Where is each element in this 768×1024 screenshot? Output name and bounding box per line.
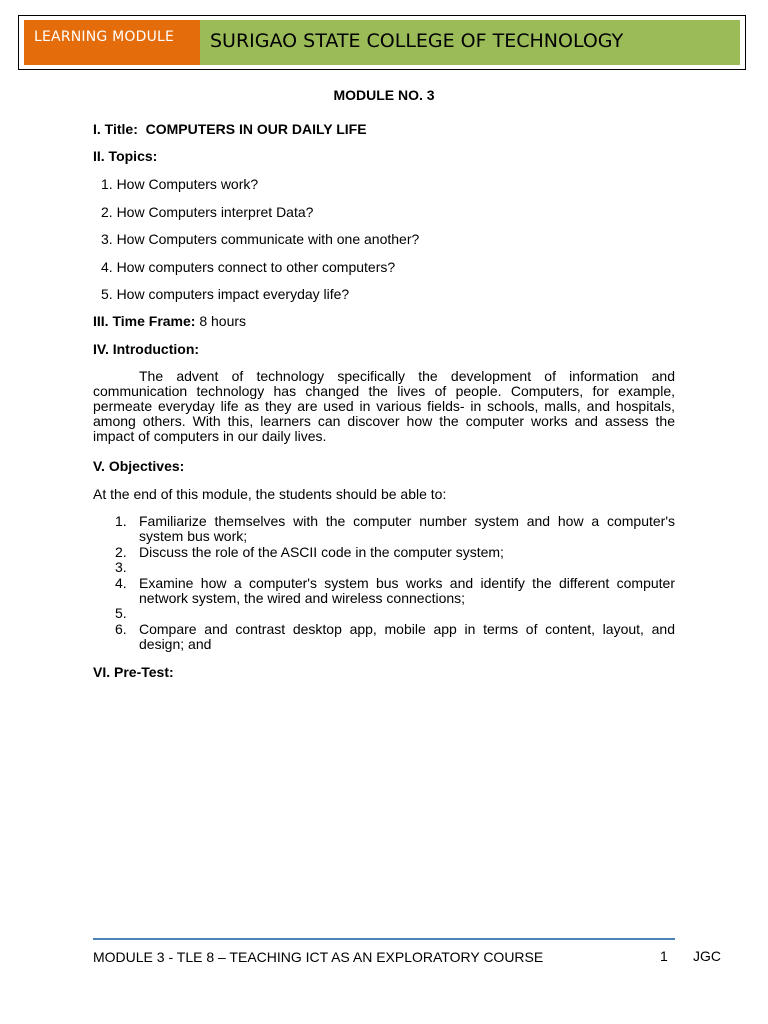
- module-number-heading: MODULE NO. 3: [333, 87, 435, 103]
- topic-item: 4. How computers connect to other computers?: [101, 259, 396, 275]
- objective-text: Compare and contrast desktop app, mobile app in terms of content, layout, and design; and: [139, 621, 675, 652]
- footer-page-number: 1: [660, 948, 668, 964]
- objective-number: 4.: [115, 575, 127, 591]
- objectives-lead: At the end of this module, the students should be able to:: [93, 486, 447, 502]
- time-frame-label: III. Time Frame:: [93, 313, 196, 329]
- objective-number: 5.: [115, 605, 127, 621]
- objective-number: 6.: [115, 621, 127, 637]
- topic-item: 5. How computers impact everyday life?: [101, 286, 350, 302]
- time-frame-value: 8 hours: [199, 313, 247, 329]
- objective-number: 1.: [115, 513, 127, 529]
- header-banner-inner: [24, 20, 740, 65]
- topic-item: 2. How Computers interpret Data?: [101, 204, 314, 220]
- objective-text: Discuss the role of the ASCII code in the computer system;: [139, 544, 504, 560]
- objectives-heading: V. Objectives:: [93, 458, 185, 474]
- footer-course-text: MODULE 3 - TLE 8 – TEACHING ICT AS AN EXPLORATORY COURSE: [93, 949, 544, 965]
- topics-heading: II. Topics:: [93, 148, 158, 164]
- title-line: [93, 122, 367, 137]
- objective-number: 2.: [115, 544, 127, 560]
- topic-item: 1. How Computers work?: [101, 176, 259, 192]
- pretest-heading: VI. Pre-Test:: [93, 664, 174, 680]
- title-label: I. Title:: [93, 121, 138, 137]
- footer-initials: JGC: [693, 948, 721, 964]
- objective-text: Familiarize themselves with the computer number system and how a computer's system bus work;: [139, 513, 675, 544]
- objective-text: Examine how a computer's system bus works and identify the different computer network system, the wired and wireless connections;: [139, 575, 675, 606]
- learning-module-label: LEARNING MODULE: [24, 20, 200, 65]
- introduction-heading: IV. Introduction:: [93, 341, 200, 357]
- topic-item: 3. How Computers communicate with one another?: [101, 231, 420, 247]
- introduction-paragraph: The advent of technology specifically the development of information and communication technology has changed the lives of people. Computers, for example, permeate everyday life as they are used in various fields- in schools, malls, and hospitals, among others. With this, learners can discover how the computer works and assess the impact of computers in our daily lives.: [93, 368, 675, 444]
- objective-number: 3.: [115, 559, 127, 575]
- school-name: SURIGAO STATE COLLEGE OF TECHNOLOGY: [200, 20, 740, 65]
- header-banner: [18, 15, 746, 70]
- time-frame-line: [93, 314, 246, 329]
- footer-rule: [93, 938, 675, 940]
- title-value: COMPUTERS IN OUR DAILY LIFE: [145, 121, 367, 137]
